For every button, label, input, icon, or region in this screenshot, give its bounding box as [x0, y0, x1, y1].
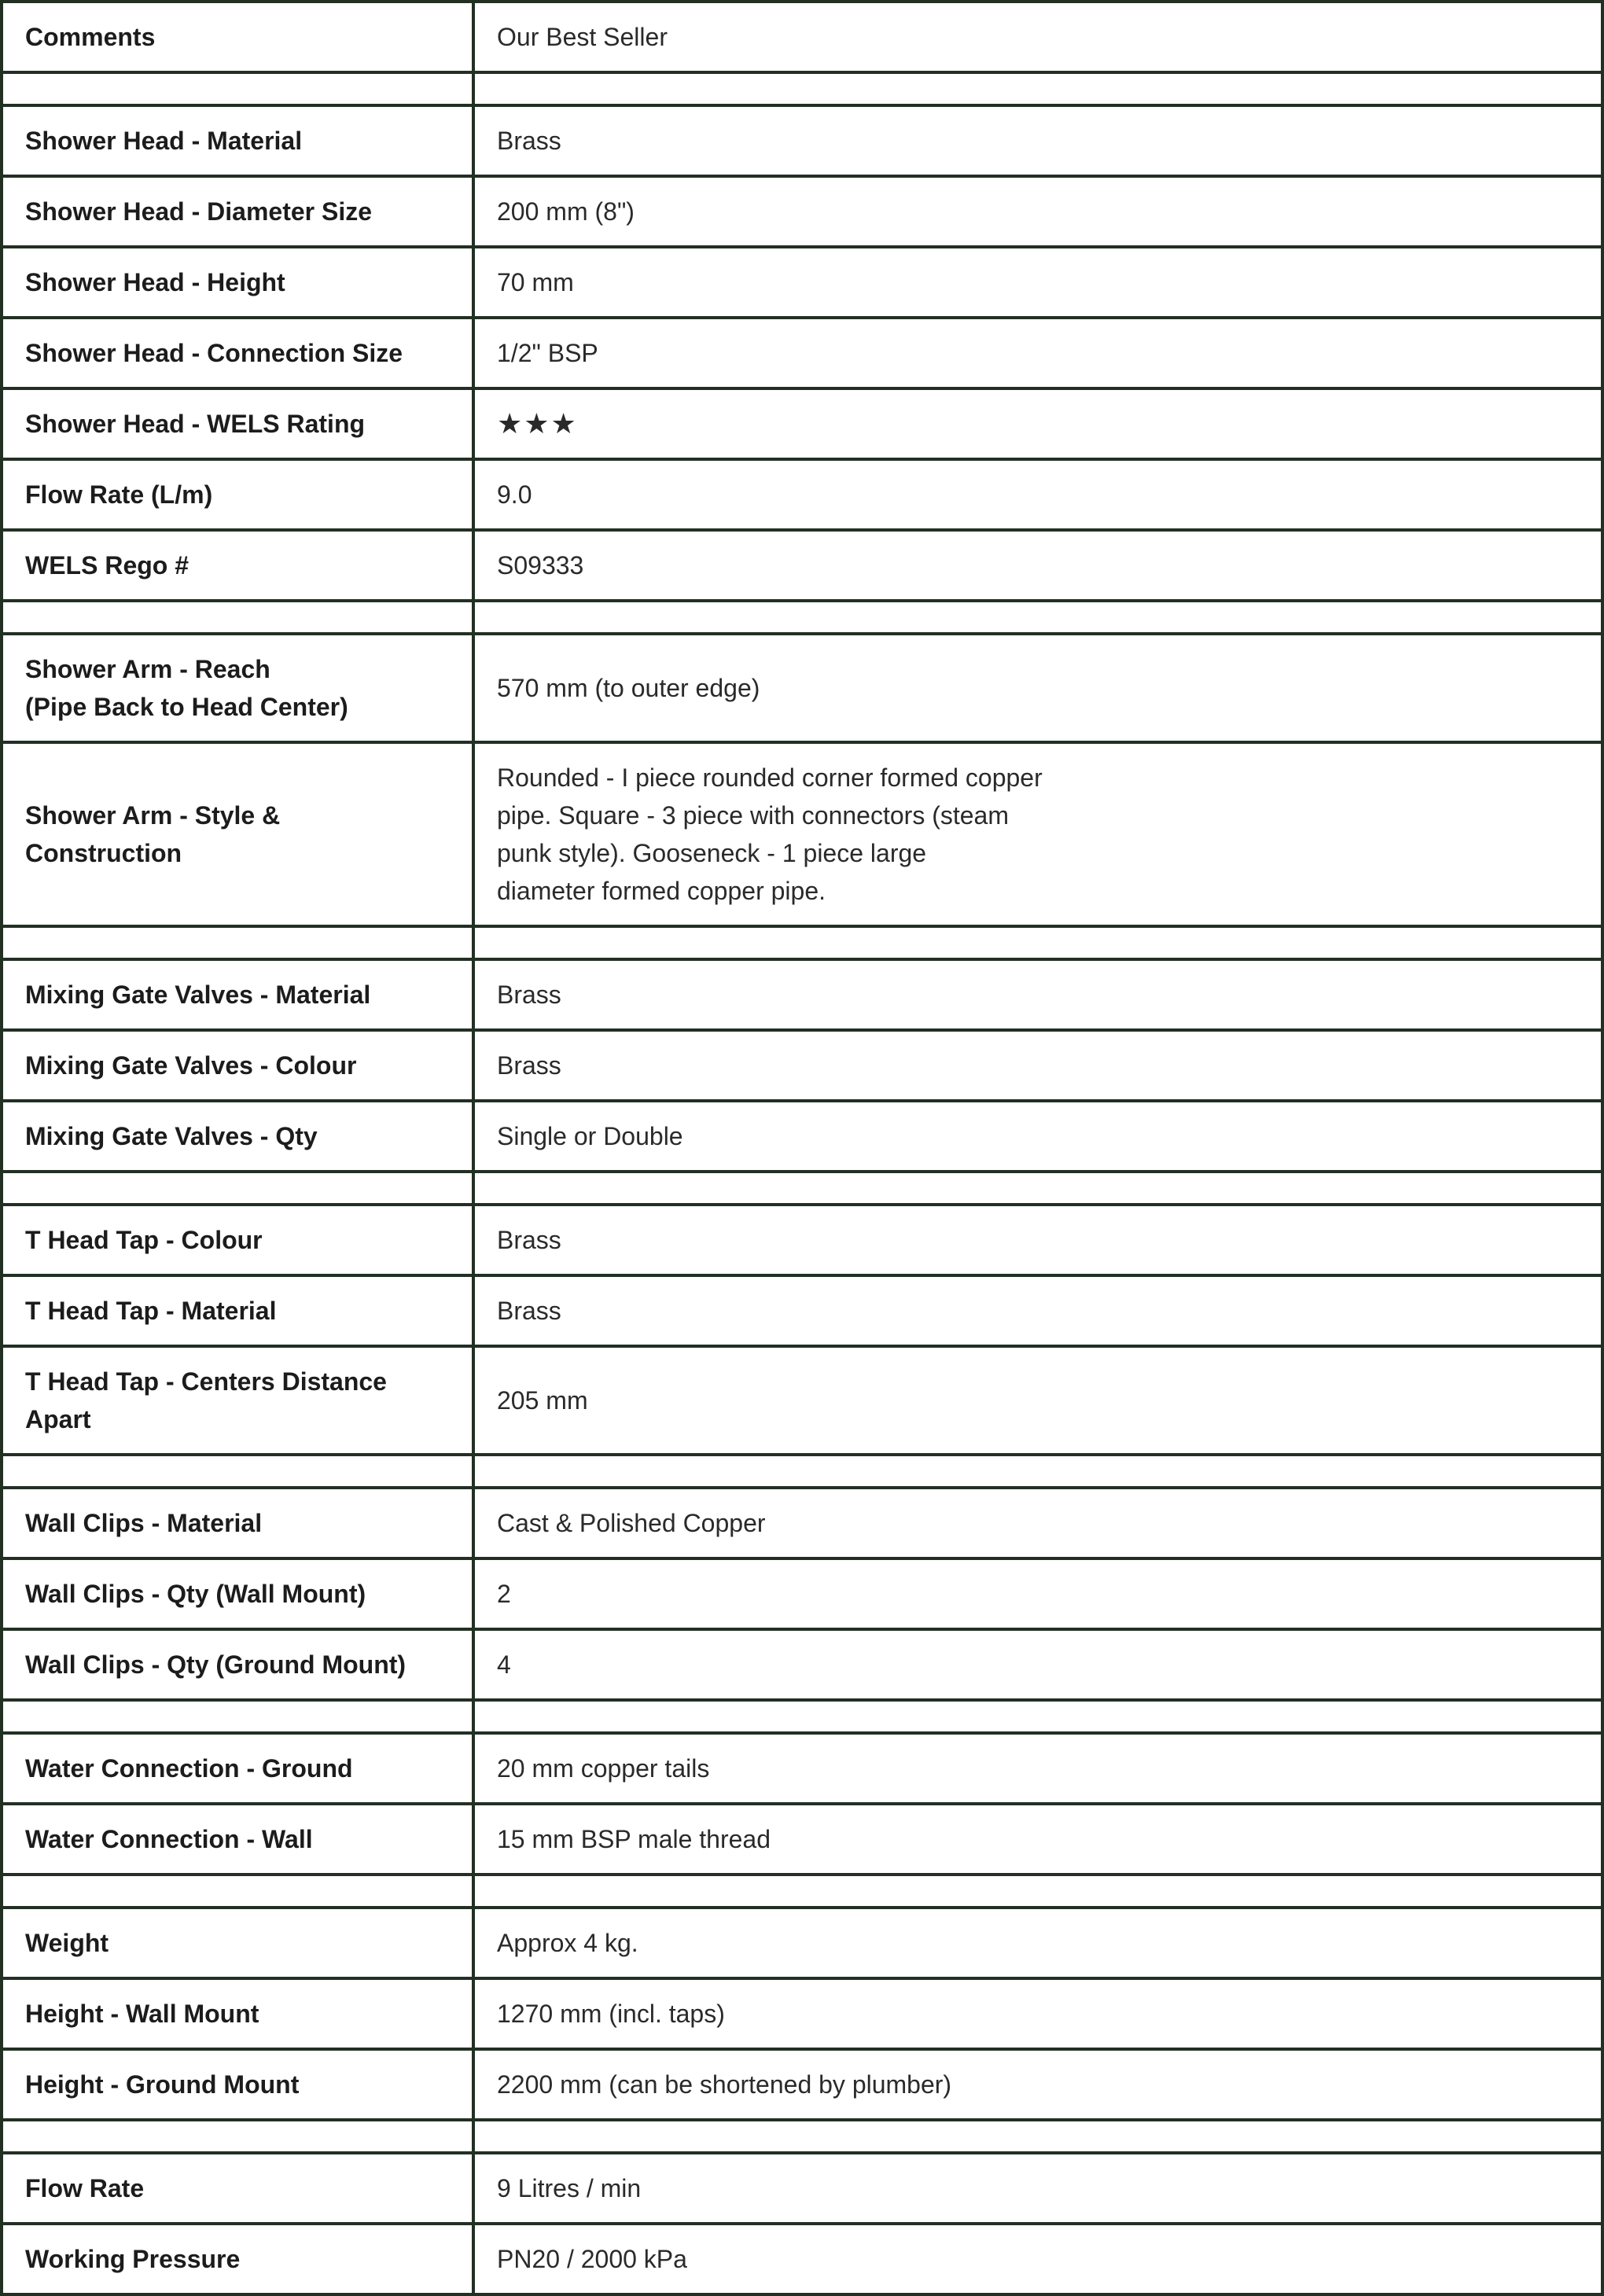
spec-value — [473, 634, 1602, 742]
spec-row — [2, 1908, 1602, 1978]
spec-label: Shower Head - Connection Size — [2, 318, 473, 388]
spec-value — [473, 2153, 1602, 2224]
spec-value — [473, 742, 1602, 926]
spec-value-text: 1270 mm (incl. taps) — [497, 2000, 725, 2028]
spec-row — [2, 2049, 1602, 2120]
spec-value-text: 20 mm copper tails — [497, 1754, 710, 1783]
spec-label: Flow Rate — [2, 2153, 473, 2224]
spacer-row — [2, 1455, 1602, 1488]
spec-row — [2, 2224, 1602, 2294]
spec-label: WELS Rego # — [2, 530, 473, 601]
spec-row — [2, 634, 1602, 742]
spec-value — [473, 176, 1602, 247]
spec-label: Shower Head - WELS Rating — [2, 388, 473, 459]
spec-value — [473, 959, 1602, 1030]
spec-label: Shower Head - Material — [2, 105, 473, 176]
spec-value — [473, 1030, 1602, 1101]
spec-row — [2, 2, 1602, 72]
spec-row — [2, 1275, 1602, 1346]
spec-row — [2, 1488, 1602, 1558]
wels-star-rating — [473, 388, 1602, 459]
spec-label: Wall Clips - Material — [2, 1488, 473, 1558]
spacer-cell — [473, 1875, 1602, 1908]
spec-label: T Head Tap - Colour — [2, 1205, 473, 1275]
spec-value-text: Brass — [497, 981, 561, 1009]
spacer-cell — [2, 926, 473, 959]
spec-label: Shower Head - Height — [2, 247, 473, 318]
spacer-cell — [2, 1455, 473, 1488]
spec-label: T Head Tap - Material — [2, 1275, 473, 1346]
spec-value — [473, 1978, 1602, 2049]
spec-row — [2, 1629, 1602, 1700]
spec-label-line: (Pipe Back to Head Center) — [25, 693, 348, 721]
spacer-row — [2, 926, 1602, 959]
spec-value — [473, 1205, 1602, 1275]
spec-value-text: Brass — [497, 1051, 561, 1080]
spec-row — [2, 105, 1602, 176]
spec-row — [2, 1978, 1602, 2049]
spec-value — [473, 459, 1602, 530]
spec-label: Mixing Gate Valves - Qty — [2, 1101, 473, 1172]
spacer-row — [2, 601, 1602, 634]
spec-row — [2, 742, 1602, 926]
spec-value-line: Rounded - I piece rounded corner formed copper — [497, 763, 1043, 792]
spec-value-text: 15 mm BSP male thread — [497, 1825, 771, 1853]
spec-value-text: Brass — [497, 127, 561, 155]
spec-row — [2, 1558, 1602, 1629]
spec-label-line: Apart — [25, 1405, 91, 1433]
spec-value — [473, 105, 1602, 176]
spec-value-text: Brass — [497, 1297, 561, 1325]
spacer-row — [2, 1875, 1602, 1908]
spacer-row — [2, 1172, 1602, 1205]
spec-label: Height - Ground Mount — [2, 2049, 473, 2120]
spec-row — [2, 1205, 1602, 1275]
spec-value-line: diameter formed copper pipe. — [497, 877, 826, 905]
spec-value-text: 70 mm — [497, 268, 574, 296]
spec-value — [473, 530, 1602, 601]
spacer-cell — [2, 601, 473, 634]
spacer-cell — [473, 72, 1602, 105]
spec-value — [473, 2049, 1602, 2120]
spec-value — [473, 1346, 1602, 1455]
spec-row — [2, 959, 1602, 1030]
spec-label: Wall Clips - Qty (Ground Mount) — [2, 1629, 473, 1700]
star-icons: ★★★ — [497, 407, 578, 440]
spec-row — [2, 1030, 1602, 1101]
spec-value — [473, 1629, 1602, 1700]
spacer-row — [2, 1700, 1602, 1733]
spec-row — [2, 1733, 1602, 1804]
spacer-cell — [2, 72, 473, 105]
spec-label: Comments — [2, 2, 473, 72]
spec-value — [473, 1804, 1602, 1875]
spec-row — [2, 530, 1602, 601]
spec-label-line: Shower Arm - Style & — [25, 801, 281, 830]
spec-value — [473, 318, 1602, 388]
spacer-cell — [473, 2120, 1602, 2153]
spec-value-text: 2 — [497, 1580, 511, 1608]
spec-label-line: T Head Tap - Centers Distance — [25, 1367, 387, 1396]
spec-label: Height - Wall Mount — [2, 1978, 473, 2049]
spec-value-text: S09333 — [497, 551, 584, 580]
spacer-row — [2, 72, 1602, 105]
spec-value — [473, 1908, 1602, 1978]
spec-label — [2, 742, 473, 926]
spec-value-text: 9 Litres / min — [497, 2174, 642, 2202]
spec-value-text: Our Best Seller — [497, 23, 668, 51]
spec-value — [473, 1275, 1602, 1346]
spacer-row — [2, 2120, 1602, 2153]
spec-label: Weight — [2, 1908, 473, 1978]
spec-label: Mixing Gate Valves - Material — [2, 959, 473, 1030]
spec-row — [2, 1101, 1602, 1172]
spec-value-text: 9.0 — [497, 480, 532, 509]
spec-label: Wall Clips - Qty (Wall Mount) — [2, 1558, 473, 1629]
spec-label: Working Pressure — [2, 2224, 473, 2294]
spec-value-text: PN20 / 2000 kPa — [497, 2245, 687, 2273]
spacer-cell — [473, 1700, 1602, 1733]
spec-label: Shower Head - Diameter Size — [2, 176, 473, 247]
spacer-cell — [473, 1172, 1602, 1205]
spec-row — [2, 176, 1602, 247]
spec-value-text: Brass — [497, 1226, 561, 1254]
spec-label-line: Construction — [25, 839, 182, 867]
spacer-cell — [2, 2120, 473, 2153]
spec-value-text: 200 mm (8") — [497, 197, 635, 226]
spec-label: Mixing Gate Valves - Colour — [2, 1030, 473, 1101]
spec-value — [473, 1488, 1602, 1558]
spec-value-text: 2200 mm (can be shortened by plumber) — [497, 2070, 952, 2099]
spec-value — [473, 2, 1602, 72]
spec-label — [2, 1346, 473, 1455]
spec-label: Flow Rate (L/m) — [2, 459, 473, 530]
spec-value — [473, 1733, 1602, 1804]
specifications-table-body — [2, 2, 1602, 2294]
spec-value — [473, 1558, 1602, 1629]
spec-row — [2, 247, 1602, 318]
spec-label: Water Connection - Wall — [2, 1804, 473, 1875]
spec-value-text: 570 mm (to outer edge) — [497, 674, 760, 702]
spec-value-text: Cast & Polished Copper — [497, 1509, 766, 1537]
spec-value — [473, 1101, 1602, 1172]
spec-value — [473, 2224, 1602, 2294]
spacer-cell — [473, 926, 1602, 959]
spec-value-text: 1/2" BSP — [497, 339, 598, 367]
spec-row — [2, 2153, 1602, 2224]
spec-value-text: Single or Double — [497, 1122, 683, 1150]
spec-value-line: pipe. Square - 3 piece with connectors (steam — [497, 801, 1009, 830]
spacer-cell — [473, 1455, 1602, 1488]
spec-row — [2, 388, 1602, 459]
spec-label — [2, 634, 473, 742]
spacer-cell — [2, 1875, 473, 1908]
spec-value — [473, 247, 1602, 318]
spacer-cell — [2, 1700, 473, 1733]
spacer-cell — [2, 1172, 473, 1205]
spec-value-line: punk style). Gooseneck - 1 piece large — [497, 839, 927, 867]
spec-row — [2, 1804, 1602, 1875]
spec-row — [2, 1346, 1602, 1455]
spec-label-line: Shower Arm - Reach — [25, 655, 270, 683]
spec-value-text: 4 — [497, 1650, 511, 1679]
spec-row — [2, 459, 1602, 530]
spec-label: Water Connection - Ground — [2, 1733, 473, 1804]
spec-value-text: 205 mm — [497, 1386, 588, 1415]
spec-row — [2, 318, 1602, 388]
spacer-cell — [473, 601, 1602, 634]
spec-value-text: Approx 4 kg. — [497, 1929, 638, 1957]
